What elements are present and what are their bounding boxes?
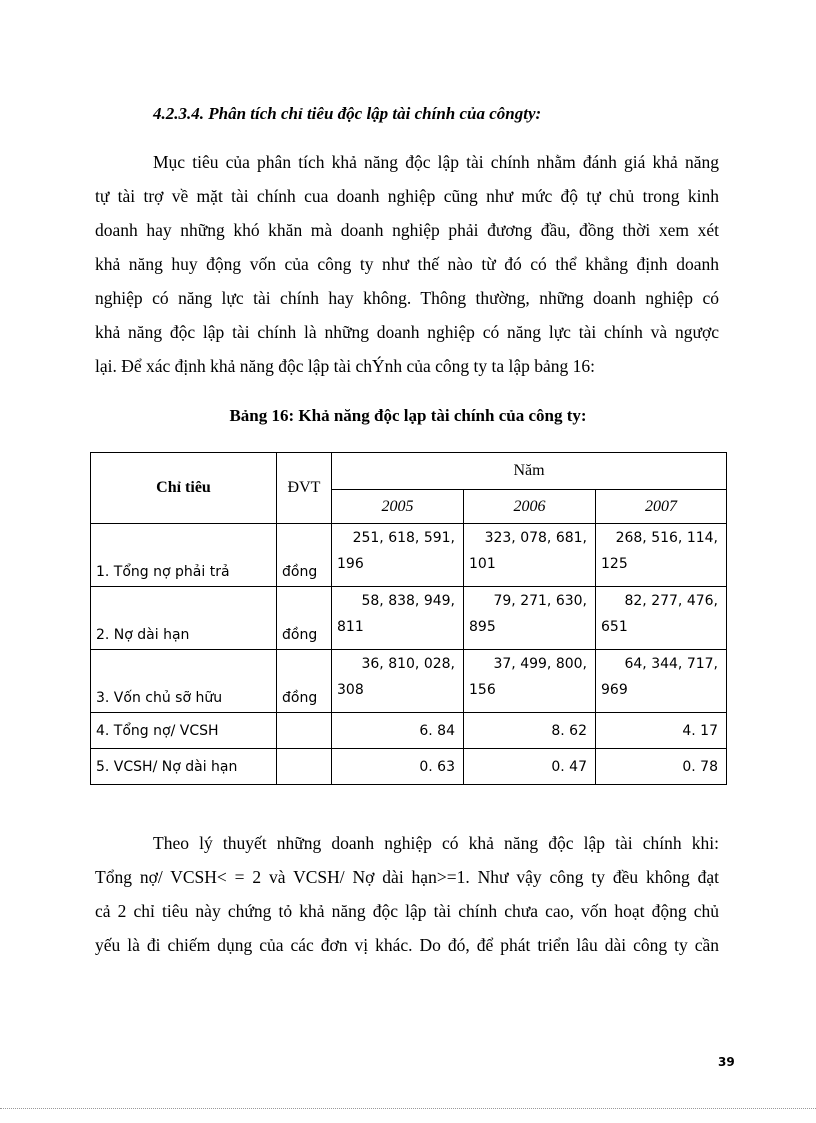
- table-caption: Bảng 16: Khả năng độc lạp tài chính của công ty:: [229, 406, 587, 425]
- value-cell: 82, 277, 476, 651: [596, 587, 727, 650]
- value-cell: 4. 17: [596, 713, 727, 749]
- header-indicator: Chỉ tiêu: [91, 453, 277, 524]
- value-cell: 6. 84: [332, 713, 464, 749]
- value-cell: 58, 838, 949, 811: [332, 587, 464, 650]
- paragraph-line: yếu là đi chiếm dụng của các đơn vị khác. Do đó, để phát triển lâu dài công ty cần: [95, 935, 719, 955]
- paragraph-line: Mục tiêu của phân tích khả năng độc lập tài chính nhằm đánh giá khả năng: [153, 152, 719, 172]
- paragraph-line: khả năng huy động vốn của công ty như thế nào từ đó có thể khẳng định doanh: [95, 254, 719, 274]
- paragraph-line: khả năng độc lập tài chính là những doanh nghiệp có năng lực tài chính và ngược: [95, 322, 719, 342]
- value-cell: 0. 78: [596, 749, 727, 785]
- row-label: 3. Vốn chủ sỡ hữu: [91, 650, 277, 713]
- header-year-group: Năm: [332, 453, 727, 490]
- row-label: 2. Nợ dài hạn: [91, 587, 277, 650]
- value-cell: 323, 078, 681, 101: [464, 524, 596, 587]
- value-cell: 251, 618, 591, 196: [332, 524, 464, 587]
- paragraph-line: Theo lý thuyết những doanh nghiệp có khả năng độc lập tài chính khi:: [153, 833, 719, 853]
- value-cell: 268, 516, 114, 125: [596, 524, 727, 587]
- table-row: [91, 749, 727, 785]
- paragraph-line: tự tài trợ về mặt tài chính cua doanh nghiệp cũng như mức độ tự chủ trong kinh: [95, 186, 719, 206]
- section-heading: 4.2.3.4. Phân tích chỉ tiêu độc lập tài chính của côngty:: [153, 104, 542, 123]
- paragraph-intro: [95, 145, 719, 383]
- row-label: 5. VCSH/ Nợ dài hạn: [91, 749, 277, 785]
- value-cell: 0. 63: [332, 749, 464, 785]
- paragraph-line: cả 2 chỉ tiêu này chứng tỏ khả năng độc lập tài chính chưa cao, vốn hoạt động chủ: [95, 901, 719, 921]
- row-unit: đồng: [277, 650, 332, 713]
- financial-independence-table: [90, 452, 727, 785]
- paragraph-line: nghiệp có năng lực tài chính hay không. Thông thường, những doanh nghiệp có: [95, 288, 719, 308]
- row-unit: [277, 713, 332, 749]
- value-cell: 36, 810, 028, 308: [332, 650, 464, 713]
- row-unit: đồng: [277, 587, 332, 650]
- row-unit: đồng: [277, 524, 332, 587]
- header-year: 2006: [464, 490, 596, 524]
- row-unit: [277, 749, 332, 785]
- page-number: 39: [718, 1055, 735, 1069]
- value-cell: 64, 344, 717, 969: [596, 650, 727, 713]
- paragraph-conclusion: [95, 826, 719, 962]
- paragraph-line: lại. Để xác định khả năng độc lập tài chÝnh của công ty ta lập bảng 16:: [95, 356, 596, 376]
- table-row: [91, 524, 727, 587]
- header-year: 2007: [596, 490, 727, 524]
- row-label: 1. Tổng nợ phải trả: [91, 524, 277, 587]
- table-row: [91, 650, 727, 713]
- page-bottom-divider: [0, 1108, 816, 1109]
- paragraph-line: Tổng nợ/ VCSH< = 2 và VCSH/ Nợ dài hạn>=1. Như vậy công ty đều không đạt: [95, 867, 719, 887]
- value-cell: 0. 47: [464, 749, 596, 785]
- table-row: [91, 713, 727, 749]
- value-cell: 79, 271, 630, 895: [464, 587, 596, 650]
- row-label: 4. Tổng nợ/ VCSH: [91, 713, 277, 749]
- header-unit: ĐVT: [277, 453, 332, 524]
- header-year: 2005: [332, 490, 464, 524]
- value-cell: 37, 499, 800, 156: [464, 650, 596, 713]
- table-row: [91, 587, 727, 650]
- paragraph-line: doanh hay những khó khăn mà doanh nghiệp phải đương đầu, đồng thời xem xét: [95, 220, 719, 240]
- value-cell: 8. 62: [464, 713, 596, 749]
